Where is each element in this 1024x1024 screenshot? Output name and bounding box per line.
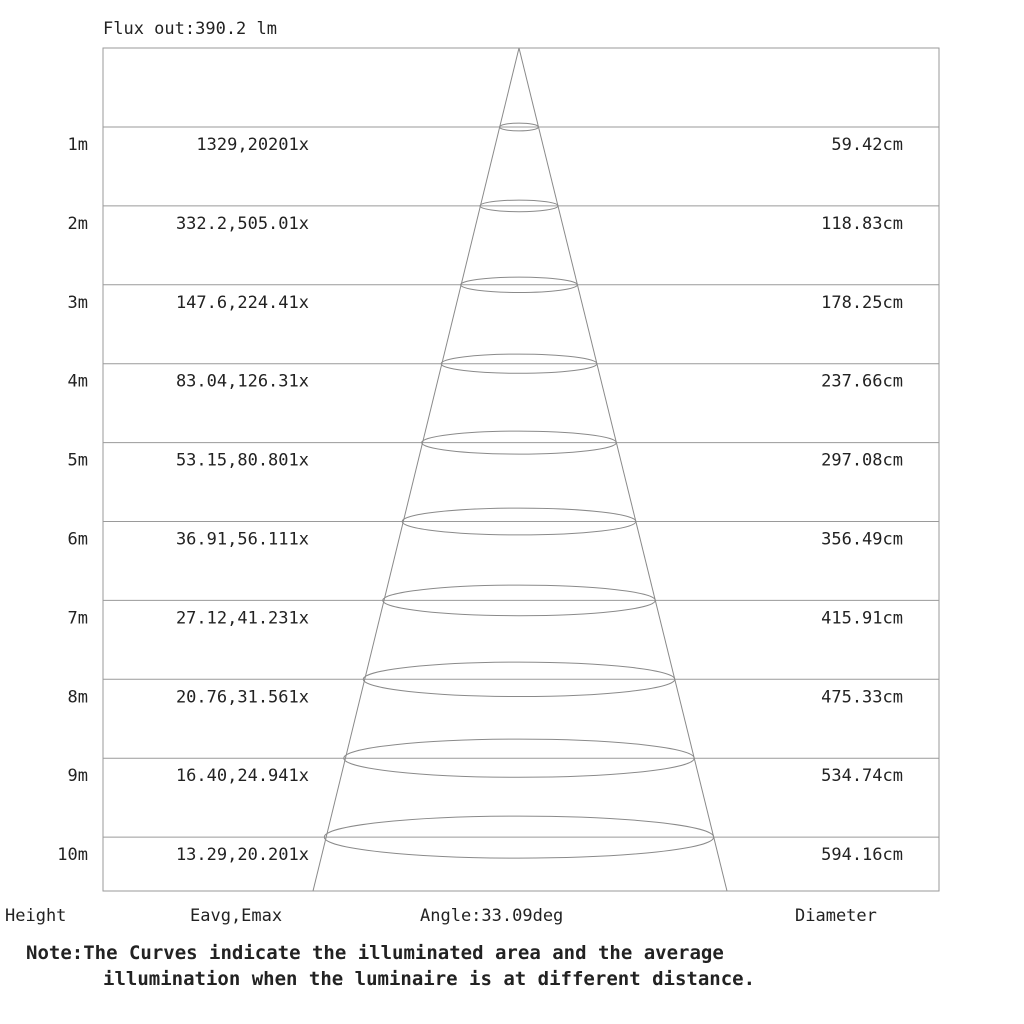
row-illuminance-label: 53.15,80.801x bbox=[175, 450, 309, 471]
row-diameter-label: 534.74cm bbox=[821, 766, 903, 787]
row-diameter-label: 594.16cm bbox=[821, 845, 903, 866]
row-height-label: 8m bbox=[67, 687, 88, 708]
row-height-label: 1m bbox=[67, 135, 88, 155]
cone-left-edge bbox=[313, 48, 519, 891]
height-axis-label: Height bbox=[5, 906, 67, 926]
diameter-axis-label: Diameter bbox=[795, 906, 877, 926]
row-height-label: 6m bbox=[67, 529, 88, 550]
beam-ellipses bbox=[324, 123, 713, 858]
row-diameter-label: 415.91cm bbox=[821, 608, 903, 629]
row-illuminance-label: 20.76,31.561x bbox=[175, 687, 309, 708]
row-illuminance-label: 1329,20201x bbox=[196, 135, 309, 155]
note-line-1: Note:The Curves indicate the illuminated area and the average bbox=[26, 942, 724, 964]
row-height-label: 5m bbox=[67, 450, 88, 471]
illuminance-axis-label: Eavg,Emax bbox=[190, 906, 283, 926]
row-diameter-label: 237.66cm bbox=[821, 371, 903, 392]
note-line-2: illumination when the luminaire is at different distance. bbox=[103, 968, 756, 990]
row-height-label: 3m bbox=[67, 292, 88, 313]
row-height-label: 4m bbox=[67, 371, 88, 392]
row-diameter-label: 118.83cm bbox=[821, 213, 903, 234]
row-illuminance-label: 83.04,126.31x bbox=[175, 371, 309, 392]
row-illuminance-label: 13.29,20.201x bbox=[175, 845, 309, 866]
row-labels bbox=[57, 135, 903, 865]
row-height-label: 10m bbox=[57, 845, 88, 866]
cone-right-edge bbox=[519, 48, 727, 891]
row-diameter-label: 178.25cm bbox=[821, 292, 903, 313]
row-height-label: 9m bbox=[67, 766, 88, 787]
row-illuminance-label: 332.2,505.01x bbox=[175, 213, 309, 234]
row-illuminance-label: 27.12,41.231x bbox=[175, 608, 309, 629]
beam-angle-label: Angle:33.09deg bbox=[420, 906, 564, 926]
row-height-label: 2m bbox=[67, 213, 88, 234]
row-diameter-label: 59.42cm bbox=[831, 135, 903, 155]
row-illuminance-label: 147.6,224.41x bbox=[175, 292, 309, 313]
row-illuminance-label: 36.91,56.111x bbox=[175, 529, 309, 550]
row-height-label: 7m bbox=[67, 608, 88, 629]
row-illuminance-label: 16.40,24.941x bbox=[175, 766, 309, 787]
row-diameter-label: 475.33cm bbox=[821, 687, 903, 708]
light-cone bbox=[313, 48, 727, 891]
row-diameter-label: 297.08cm bbox=[821, 450, 903, 471]
flux-out-label: Flux out:390.2 lm bbox=[103, 19, 277, 39]
row-diameter-label: 356.49cm bbox=[821, 529, 903, 550]
